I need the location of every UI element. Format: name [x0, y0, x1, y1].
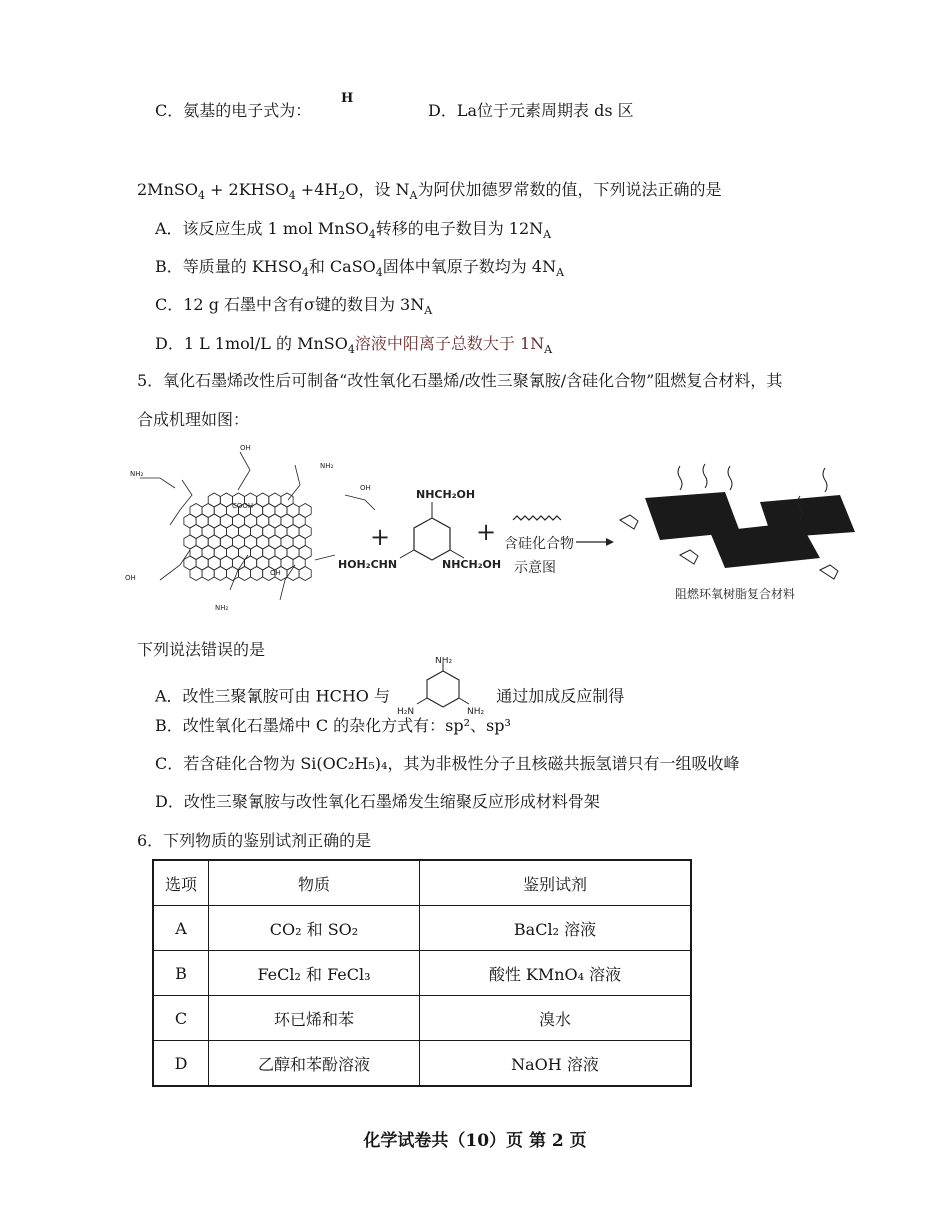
melamine-right-group: NHCH₂OH — [442, 558, 502, 571]
row-reagent: BaCl₂ 溶液 — [420, 906, 692, 951]
q3-option-c: C．氨基的电子式为： — [155, 101, 312, 120]
q5-ask: 下列说法错误的是 — [137, 640, 266, 659]
header-reagent: 鉴别试剂 — [420, 860, 692, 906]
row-option: C — [153, 996, 209, 1041]
table-row — [153, 906, 691, 951]
graphene-oxide-molecule — [140, 452, 375, 600]
melamine-top-group: NHCH₂OH — [416, 488, 476, 501]
q5-stem-line2: 合成机理如图： — [137, 410, 250, 429]
reaction-arrow-head — [606, 538, 614, 546]
oh-label-1: OH — [240, 444, 251, 452]
header-option: 选项 — [153, 860, 209, 906]
row-substance: 环已烯和苯 — [209, 996, 420, 1041]
melamine-left-group: HOH₂CHN — [338, 558, 398, 571]
nh2-label-2: NH₂ — [320, 462, 334, 470]
row-option: D — [153, 1041, 209, 1087]
graphene-ring — [190, 567, 202, 581]
nh2-label-1: NH₂ — [130, 470, 144, 478]
row-substance: FeCl₂ 和 FeCl₃ — [209, 951, 420, 996]
graphene-labels — [125, 444, 371, 612]
synthesis-mechanism-figure — [120, 440, 860, 625]
plus-sign-1: + — [370, 523, 391, 551]
q4-stem: 2MnSO$_4$ + $2KHSO_4 +4H_2O$，设 $N_A$为阿伏加德罗常数的值，下列说法正确的是 — [137, 180, 722, 203]
row-reagent: NaOH 溶液 — [420, 1041, 692, 1087]
row-substance: CO₂ 和 SO₂ — [209, 906, 420, 951]
table-row — [153, 951, 691, 996]
silicon-compound-wave — [513, 516, 561, 520]
q4-option-d: D．1 L 1mol/L 的 MnSO$_4$溶液中阳离子总数大于 $1N_A$ — [155, 334, 553, 357]
q6-stem: 6．下列物质的鉴别试剂正确的是 — [137, 831, 372, 850]
row-option: B — [153, 951, 209, 996]
q5-option-b: B．改性氧化石墨烯中 C 的杂化方式有：sp²、sp³ — [155, 716, 511, 735]
q5-stem-line1: 5．氧化石墨烯改性后可制备“改性氧化石墨烯/改性三聚氰胺/含硅化合物”阻燃复合材料，其 — [137, 371, 783, 390]
oh-label-4: OH — [270, 569, 281, 577]
oh-label-3: OH — [125, 574, 136, 582]
melamine-h2n-left: H₂N — [397, 707, 415, 717]
melamine-nh2-right: NH₂ — [467, 707, 485, 717]
q4-option-a: A．该反应生成 1 mol MnSO$_4$转移的电子数目为 $12N_A$ — [155, 219, 552, 242]
q3-option-d: D．La位于元素周期表 ds 区 — [428, 101, 634, 120]
row-substance: 乙醇和苯酚溶液 — [209, 1041, 420, 1087]
table-row — [153, 1041, 691, 1087]
row-option: A — [153, 906, 209, 951]
q5-option-a: A．改性三聚氰胺可由 HCHO 与 NH₂ H₂N NH₂ 通过加成反应制得 — [155, 657, 625, 717]
mechanism-diagram — [120, 440, 860, 625]
product-label: 阻燃环氧树脂复合材料 — [675, 587, 796, 601]
composite-material — [620, 464, 855, 579]
graphene-ring — [251, 567, 263, 581]
page-footer: 化学试卷共（10）页 第 2 页 — [363, 1131, 587, 1151]
melamine-structure — [397, 657, 489, 717]
q5-option-c: C．若含硅化合物为 Si(OC₂H₅)₄，其为非极性分子且核磁共振氢谱只有一组吸收峰 — [155, 754, 740, 773]
graphene-ring — [202, 567, 214, 581]
header-substance: 物质 — [209, 860, 420, 906]
amino-electron-formula-h: H — [341, 91, 354, 106]
plus-sign-2: + — [476, 518, 497, 546]
silicon-compound-label: 含硅化合物 — [504, 536, 574, 552]
row-reagent: 溴水 — [420, 996, 692, 1041]
oh-label-2: OH — [360, 484, 371, 492]
melamine-nh2-top: NH₂ — [435, 657, 453, 666]
q5-option-d: D．改性三聚氰胺与改性氧化石墨烯发生缩聚反应形成材料骨架 — [155, 792, 600, 811]
q4-option-b: B．等质量的 $KHSO_4$和 CaSO$_4$固体中氧原子数均为 $4N_A$ — [155, 257, 565, 280]
row-reagent: 酸性 KMnO₄ 溶液 — [420, 951, 692, 996]
graphene-ring — [214, 567, 226, 581]
cooh-label: COOH — [232, 502, 254, 510]
q4-option-c: C．12 g 石墨中含有σ键的数目为 $3N_A$ — [155, 295, 433, 318]
graphene-ring — [239, 567, 251, 581]
graphene-ring — [299, 567, 311, 581]
reagent-table — [152, 859, 692, 1087]
table-header-row — [153, 860, 691, 906]
nh2-label-3: NH₂ — [215, 604, 229, 612]
schematic-label: 示意图 — [514, 560, 556, 576]
table-row — [153, 996, 691, 1041]
